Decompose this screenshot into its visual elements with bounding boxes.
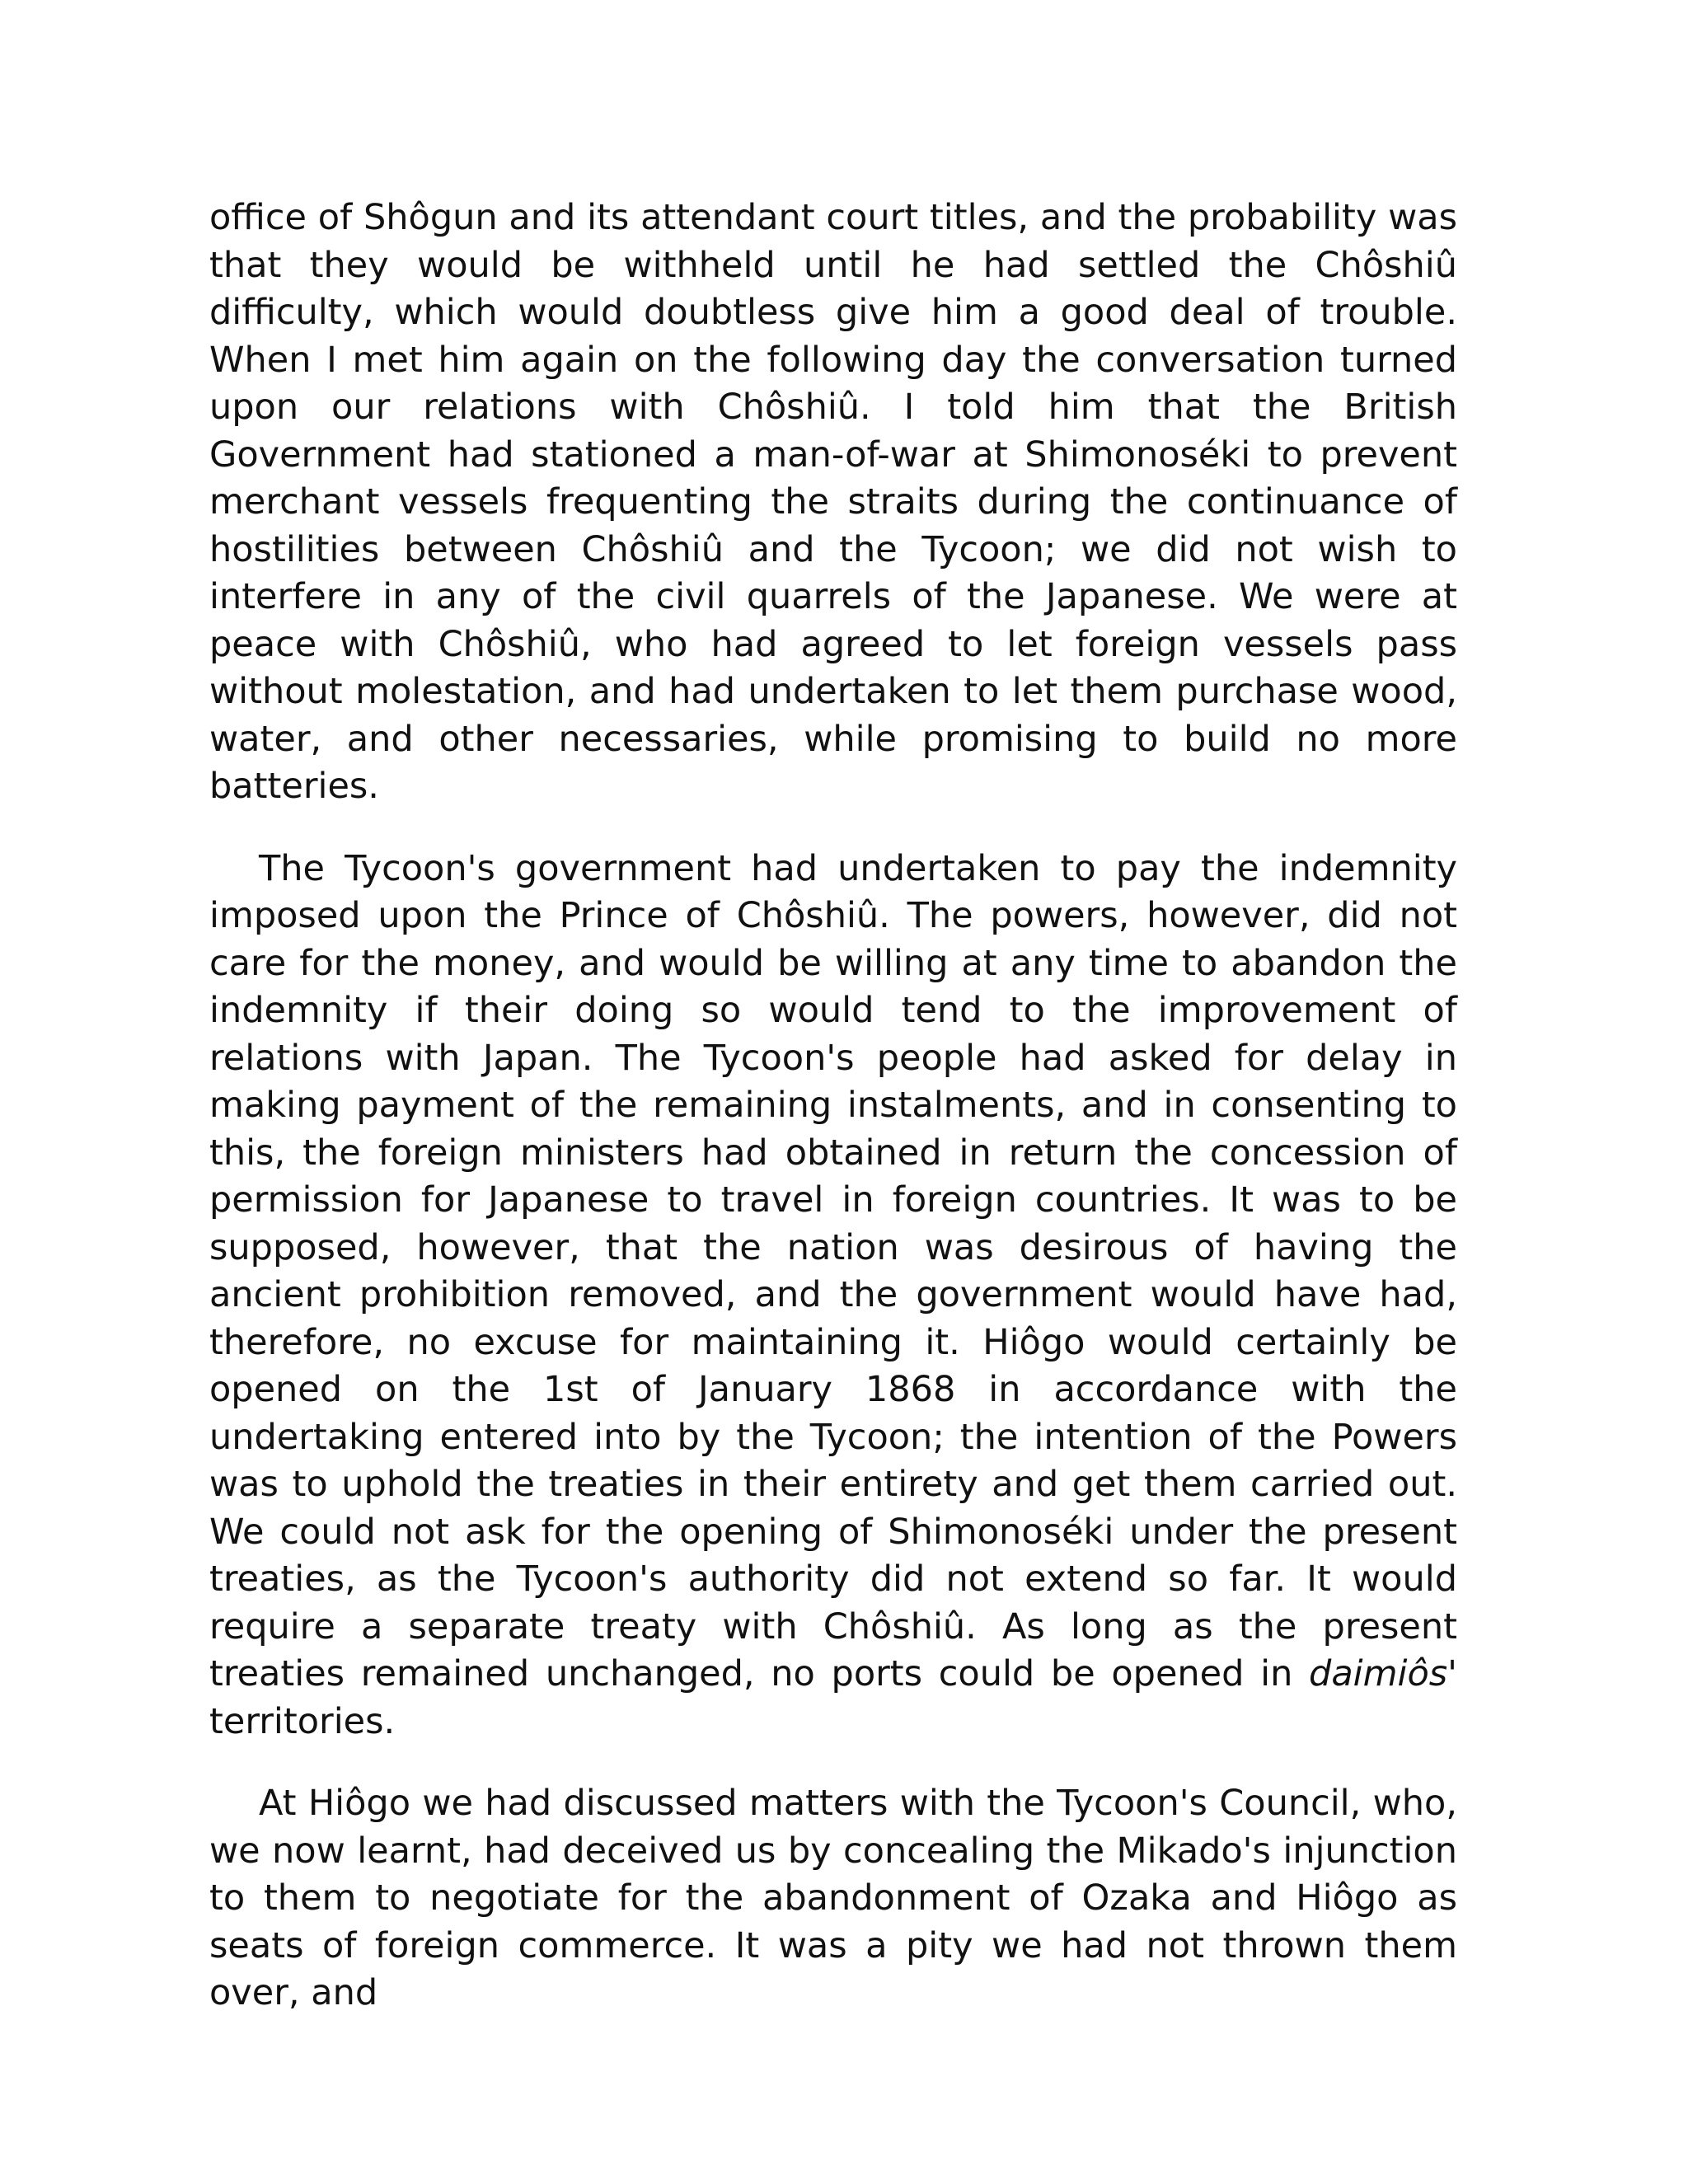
paragraph-1 bbox=[209, 194, 1457, 811]
paragraph-2-text-end: ' territories. bbox=[209, 1653, 1457, 1742]
paragraph-2-text: The Tycoon's government had undertaken to pay the indemnity imposed upon the Prince of Chôshiû. The powers, however, did not care for the money, and would be willing at any time to abandon the indemnity if their doing so would tend to the improvement of relations with Japan. The Tycoon's people had asked for delay in making payment of the remaining instalments, and in consenting to this, the foreign ministers had obtained in return the concession of permission for Japanese to travel in foreign countries. It was to be supposed, however, that the nation was desirous of having the ancient prohibition removed, and the government would have had, therefore, no excuse for maintaining it. Hiôgo would certainly be opened on the 1st of January 1868 in accordance with the undertaking entered into by the Tycoon; the intention of the Powers was to uphold the treaties in their entirety and get them carried out. We could not ask for the opening of Shimonoséki under the present treaties, as the Tycoon's authority did not extend so far. It would require a separate treaty with Chôshiû. As long as the present treaties remained unchanged, no ports could be opened in bbox=[209, 847, 1457, 1694]
document-page bbox=[209, 194, 1457, 2018]
paragraph-1-text: office of Shôgun and its attendant court titles, and the probability was that they would be withheld until he had settled the Chôshiû difficulty, which would doubtless give him a good deal of trouble. When I met him again on the following day the conversation turned upon our relations with Chôshiû. I told him that the British Government had stationed a man-of-war at Shimonoséki to prevent merchant vessels frequenting the straits during the continuance of hostilities between Chôshiû and the Tycoon; we did not wish to interfere in any of the civil quarrels of the Japanese. We were at peace with Chôshiû, who had agreed to let foreign vessels pass without molestation, and had undertaken to let them purchase wood, water, and other necessaries, while promising to build no more batteries. bbox=[209, 197, 1457, 807]
paragraph-2-italic-term: daimiôs bbox=[1309, 1653, 1448, 1694]
paragraph-3 bbox=[209, 1780, 1457, 2018]
paragraph-2 bbox=[209, 846, 1457, 1746]
paragraph-3-text: At Hiôgo we had discussed matters with the Tycoon's Council, who, we now learnt, had deceived us by concealing the Mikado's injunction to them to negotiate for the abandonment of Ozaka and Hiôgo as seats of foreign commerce. It was a pity we had not thrown them over, and bbox=[209, 1783, 1457, 2013]
